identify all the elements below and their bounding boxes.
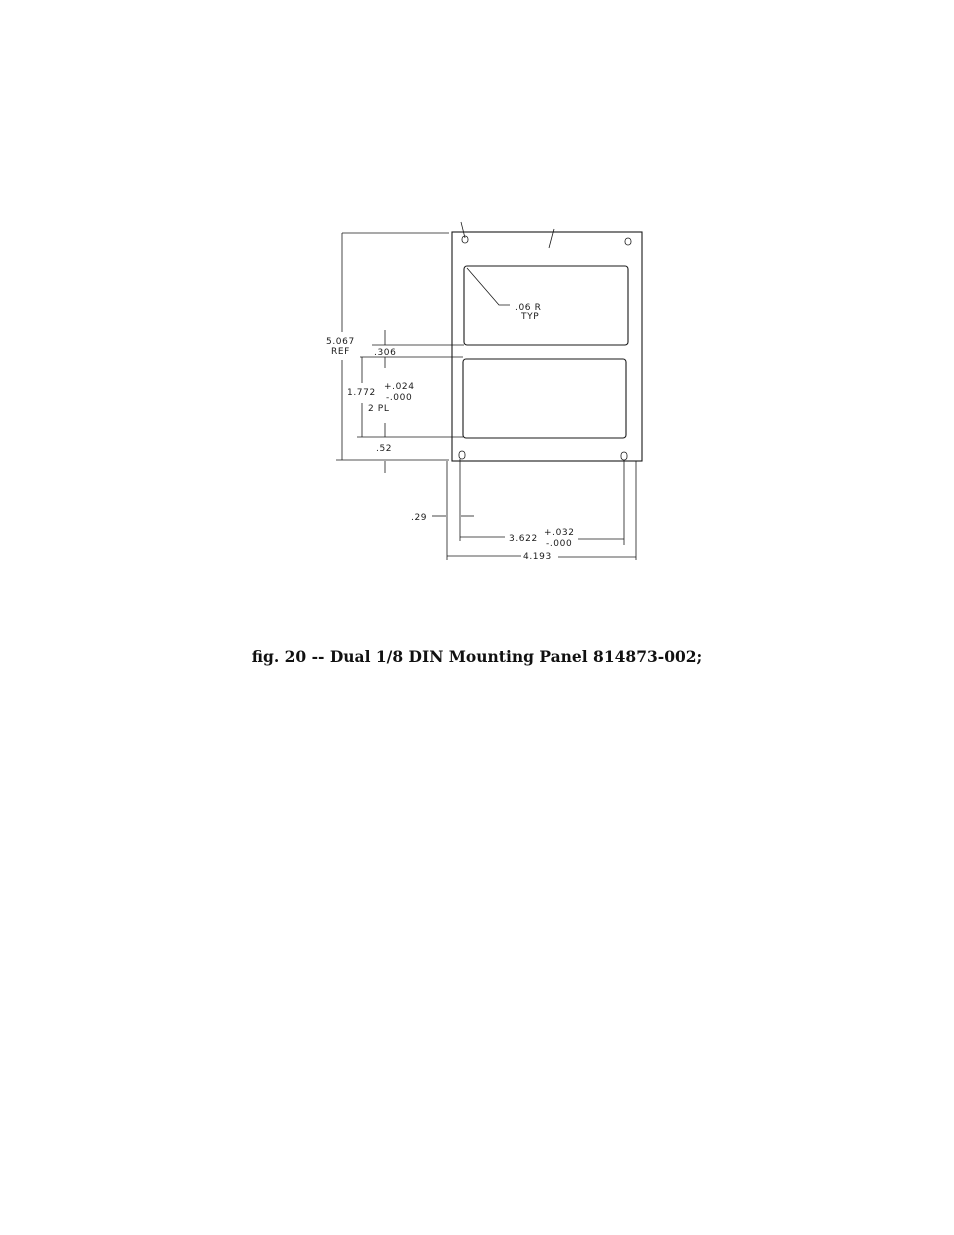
hole-spacing-tol-plus: +.032 (544, 528, 575, 538)
cutout-height-label: 1.772 (347, 388, 376, 398)
hole-spacing-tol-minus: -.000 (546, 539, 573, 549)
mounting-hole-bottom-right (621, 452, 627, 460)
cutout-height-tol-plus: +.024 (384, 382, 415, 392)
bottom-offset-label: .52 (376, 444, 393, 454)
left-offset-label: .29 (411, 513, 428, 523)
overall-height-label: 5.067 (326, 337, 355, 347)
radius-note: TYP (521, 312, 540, 322)
mounting-hole-top-right (625, 238, 631, 245)
hole-spacing-label: 3.622 (509, 534, 538, 544)
radius-leader (467, 268, 510, 305)
overall-height-note: REF (331, 347, 350, 357)
radius-label: .06 R (515, 303, 542, 313)
cutout-count-note: 2 PL (368, 404, 390, 414)
figure-caption: fig. 20 -- Dual 1/8 DIN Mounting Panel 814873-002; (251, 647, 703, 666)
cutout-height-tol-minus: -.000 (386, 393, 413, 403)
cutout-upper (464, 266, 628, 345)
mounting-hole-bottom-left (459, 451, 465, 459)
top-leader-left (461, 222, 465, 238)
cutout-lower (463, 359, 626, 438)
top-offset-label: .306 (374, 348, 397, 358)
overall-width-label: 4.193 (523, 552, 552, 562)
